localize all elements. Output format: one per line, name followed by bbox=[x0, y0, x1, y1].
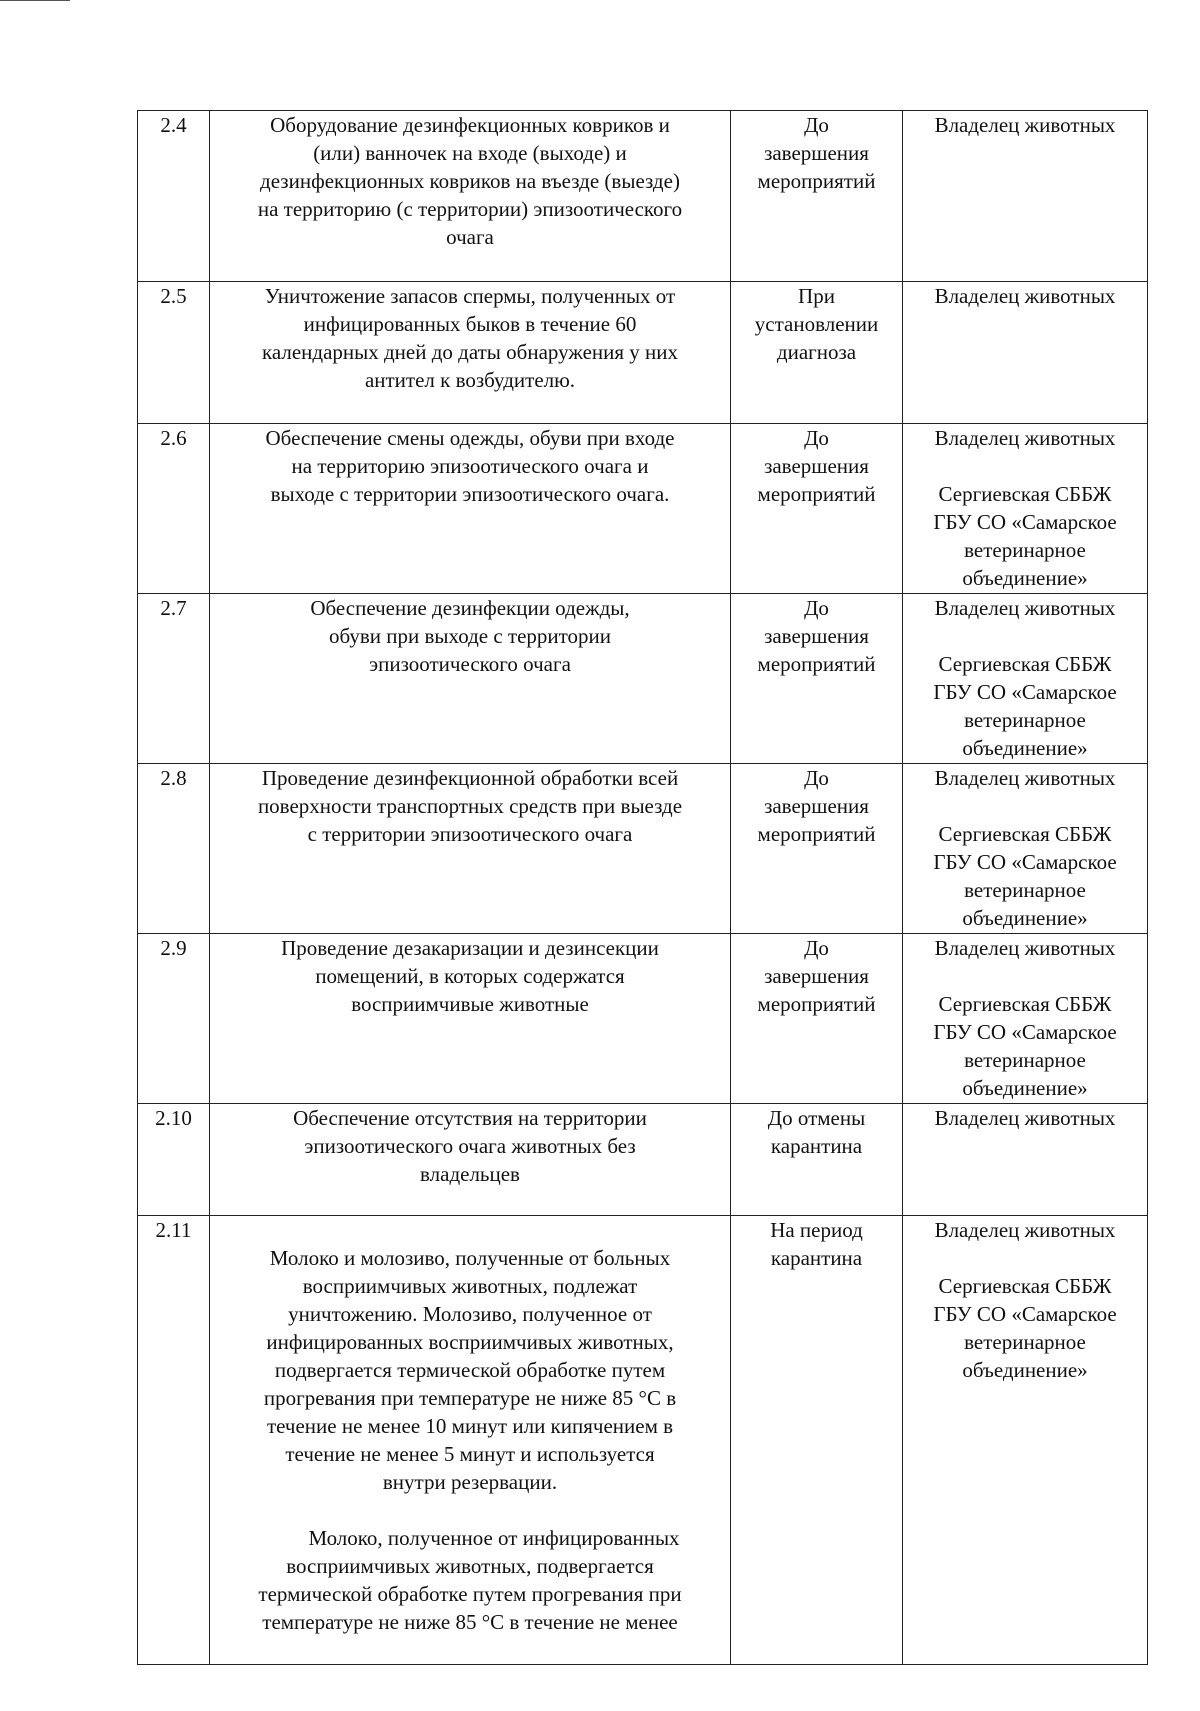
table-row bbox=[138, 1216, 1148, 1665]
description-paragraph: Молоко и молозиво, полученные от больных восприимчивых животных, подлежат уничтожению. Молозиво, полученное от инфицированных восприимчивых животных, подвергается термической обработке путем прогревания при температуре не ниже 85 °С в течение не менее 10 минут или кипячением в течение не менее 5 минут и используется внутри резервации. bbox=[263, 1246, 677, 1494]
description-paragraph: Молоко, полученное от инфицированных восприимчивых животных, подвергается термической обработке путем прогревания при температуре не ниже 85 °С в течение не менее bbox=[258, 1526, 682, 1634]
measure-deadline: До отмены карантина bbox=[731, 1104, 903, 1216]
table-row bbox=[138, 424, 1148, 594]
row-number: 2.6 bbox=[138, 424, 210, 594]
table-row bbox=[138, 282, 1148, 424]
scan-edge-mark bbox=[0, 0, 70, 1]
measure-description: Проведение дезинфекционной обработки всей поверхности транспортных средств при выезде с территории эпизоотического очага bbox=[210, 764, 731, 934]
row-number: 2.10 bbox=[138, 1104, 210, 1216]
measure-responsible: Владелец животных bbox=[903, 1104, 1148, 1216]
measure-responsible: Владелец животных Сергиевская СББЖ ГБУ СО «Самарское ветеринарное объединение» bbox=[903, 424, 1148, 594]
measure-responsible: Владелец животных Сергиевская СББЖ ГБУ СО «Самарское ветеринарное объединение» bbox=[903, 1216, 1148, 1665]
measure-description: Обеспечение дезинфекции одежды, обуви при выходе с территории эпизоотического очага bbox=[210, 594, 731, 764]
measures-table bbox=[137, 110, 1148, 1665]
measure-responsible: Владелец животных Сергиевская СББЖ ГБУ СО «Самарское ветеринарное объединение» bbox=[903, 764, 1148, 934]
row-number: 2.4 bbox=[138, 111, 210, 282]
row-number: 2.8 bbox=[138, 764, 210, 934]
measure-responsible: Владелец животных bbox=[903, 111, 1148, 282]
table-row bbox=[138, 934, 1148, 1104]
measure-deadline: До завершения мероприятий bbox=[731, 424, 903, 594]
measure-deadline: До завершения мероприятий bbox=[731, 934, 903, 1104]
measure-deadline: До завершения мероприятий bbox=[731, 764, 903, 934]
table-row bbox=[138, 1104, 1148, 1216]
table-row bbox=[138, 594, 1148, 764]
table-row bbox=[138, 764, 1148, 934]
measure-responsible: Владелец животных Сергиевская СББЖ ГБУ СО «Самарское ветеринарное объединение» bbox=[903, 934, 1148, 1104]
measure-description: Оборудование дезинфекционных ковриков и (или) ванночек на входе (выходе) и дезинфекционных ковриков на въезде (выезде) на территорию (с территории) эпизоотического очага bbox=[210, 111, 731, 282]
measure-description bbox=[210, 1216, 731, 1665]
measure-description: Обеспечение смены одежды, обуви при входе на территорию эпизоотического очага и выходе с территории эпизоотического очага. bbox=[210, 424, 731, 594]
measure-description: Уничтожение запасов спермы, полученных от инфицированных быков в течение 60 календарных дней до даты обнаружения у них антител к возбудителю. bbox=[210, 282, 731, 424]
row-number: 2.7 bbox=[138, 594, 210, 764]
measures-table-container bbox=[137, 110, 1147, 1665]
row-number: 2.9 bbox=[138, 934, 210, 1104]
row-number: 2.11 bbox=[138, 1216, 210, 1665]
measure-description: Проведение дезакаризации и дезинсекции помещений, в которых содержатся восприимчивые животные bbox=[210, 934, 731, 1104]
measure-responsible: Владелец животных bbox=[903, 282, 1148, 424]
row-number: 2.5 bbox=[138, 282, 210, 424]
measure-description: Обеспечение отсутствия на территории эпизоотического очага животных без владельцев bbox=[210, 1104, 731, 1216]
measure-responsible: Владелец животных Сергиевская СББЖ ГБУ СО «Самарское ветеринарное объединение» bbox=[903, 594, 1148, 764]
measure-deadline: На период карантина bbox=[731, 1216, 903, 1665]
measure-deadline: До завершения мероприятий bbox=[731, 111, 903, 282]
measure-deadline: До завершения мероприятий bbox=[731, 594, 903, 764]
table-row bbox=[138, 111, 1148, 282]
measure-deadline: При установлении диагноза bbox=[731, 282, 903, 424]
